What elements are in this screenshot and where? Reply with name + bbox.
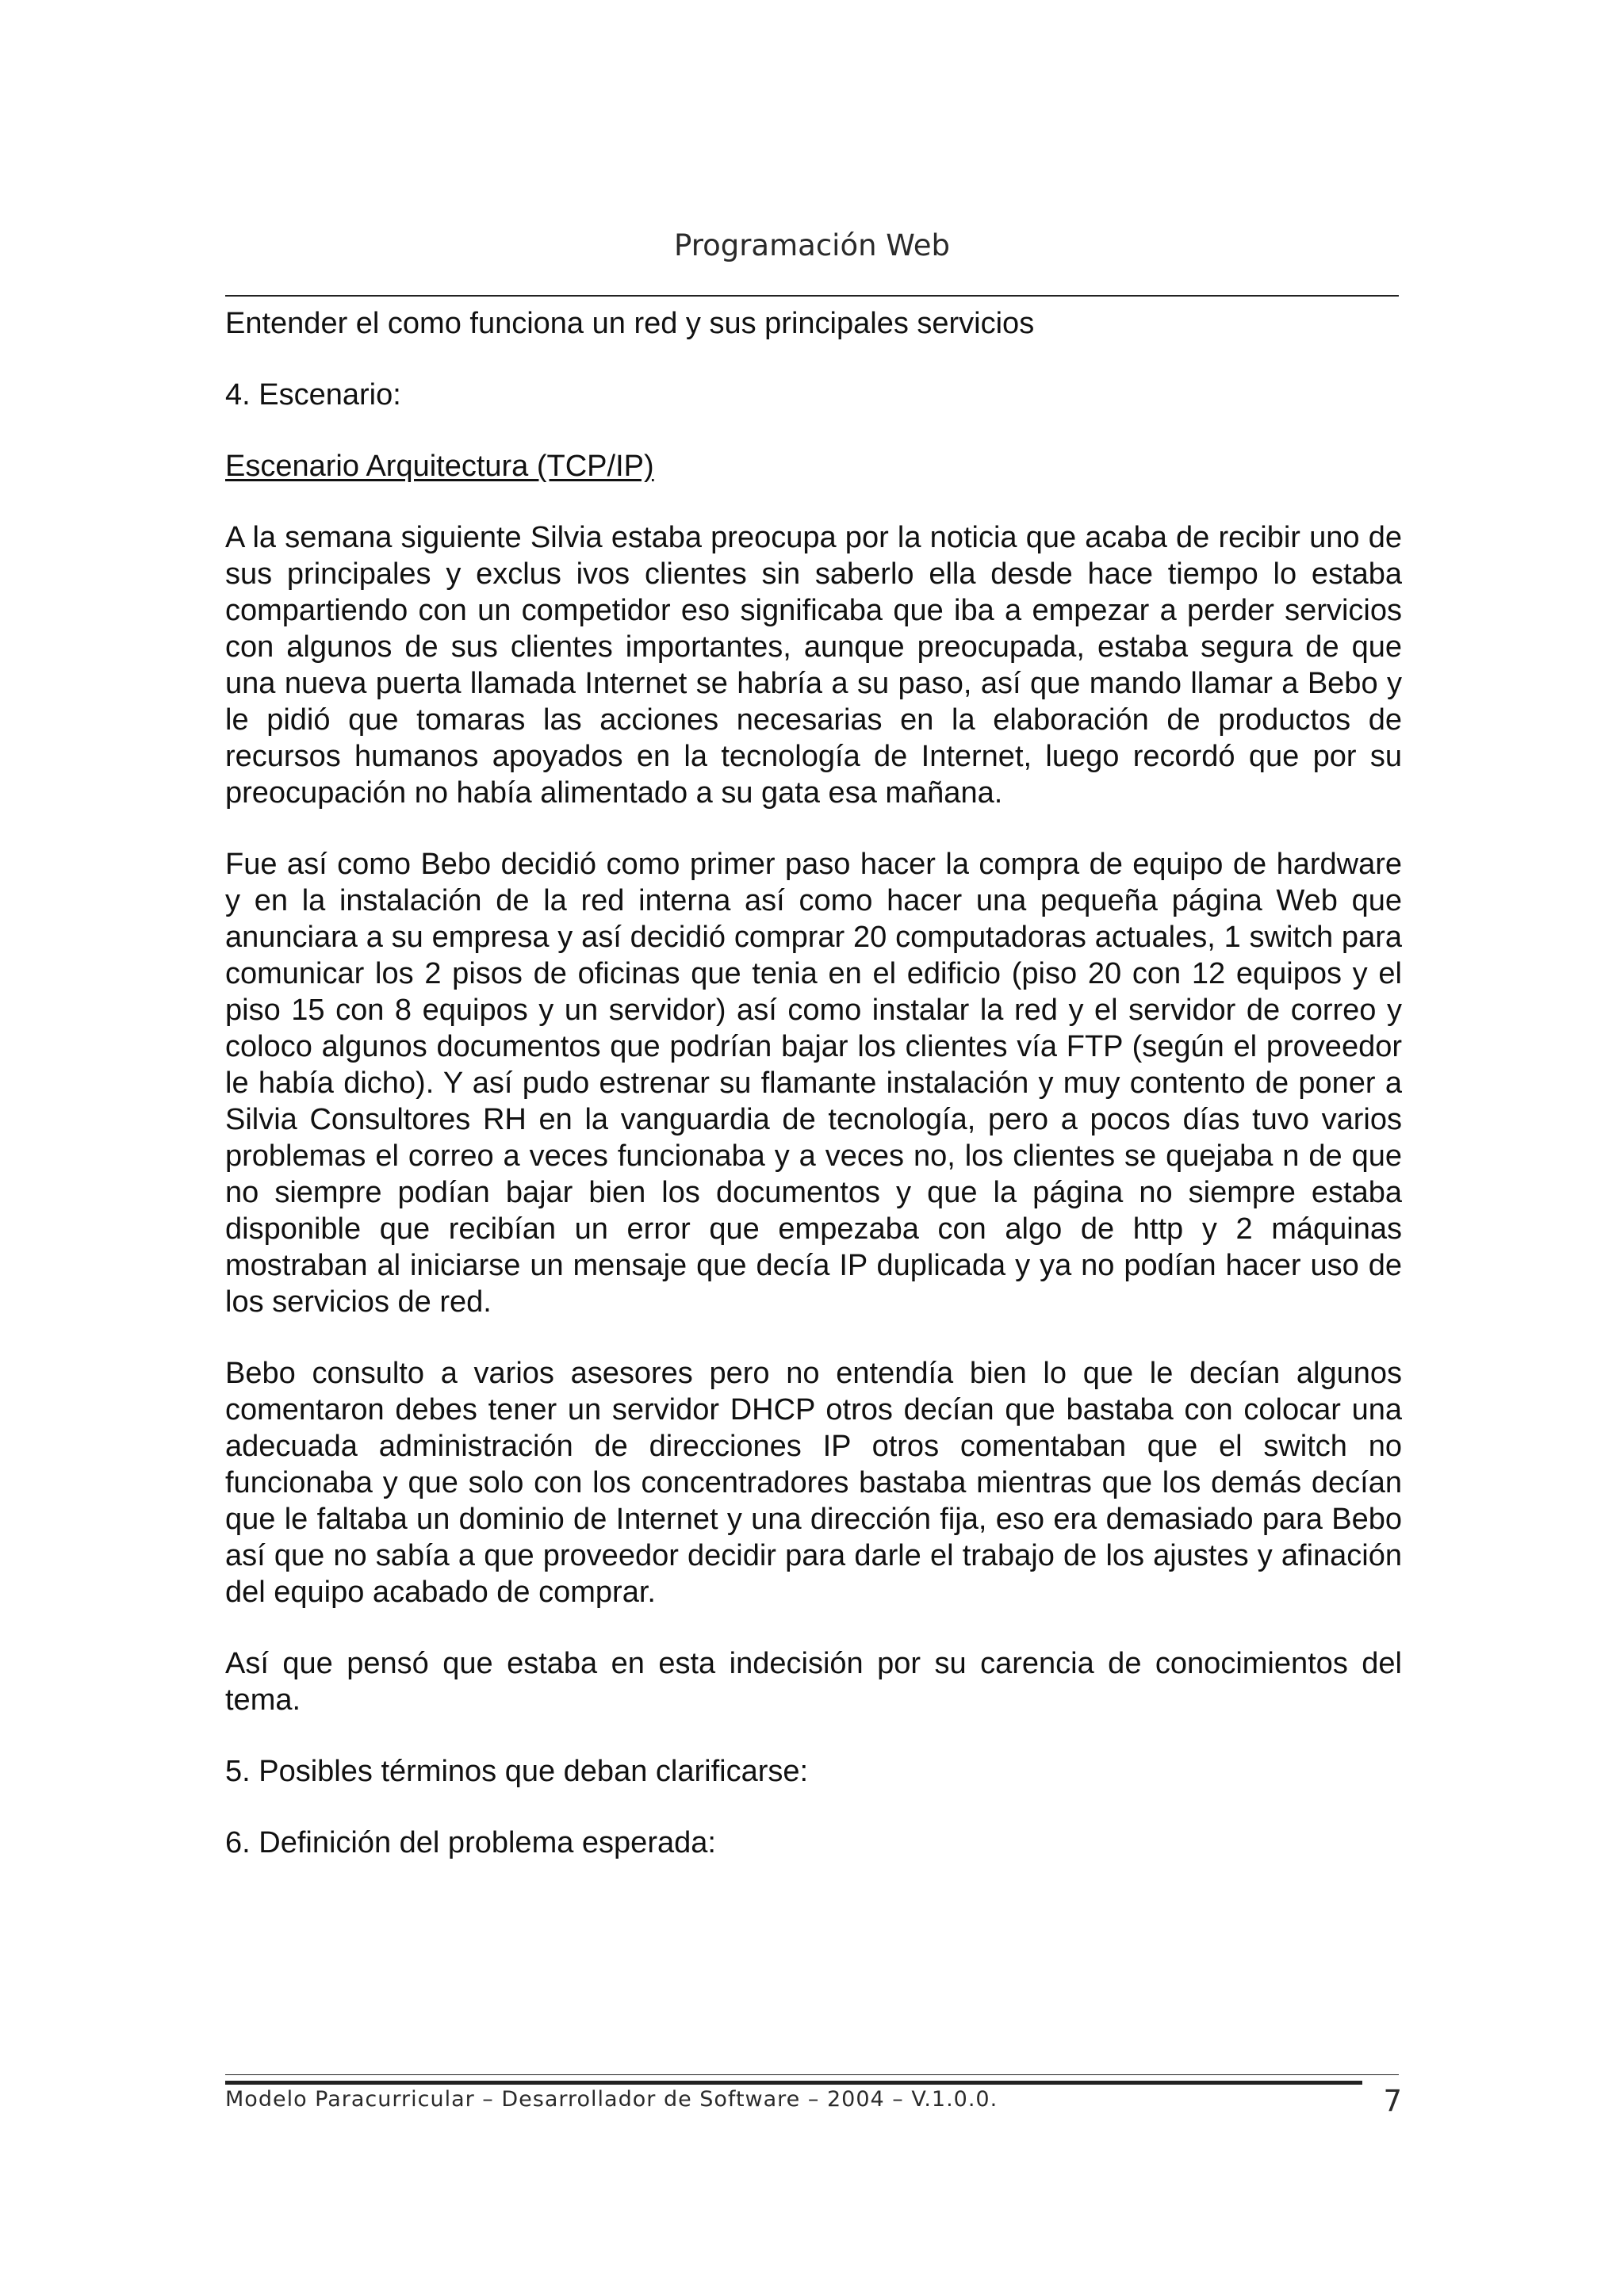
paragraph-1: A la semana siguiente Silvia estaba preocupa por la noticia que acaba de recibir uno de sus principales y exclus ivos clientes sin saberlo ella desde hace tiempo lo estaba compartiendo con un competidor eso significaba que iba a empezar a perder servicios con algunos de sus clientes importantes, aunque preocupada, estaba segura de que una nueva puerta llamada Internet se habría a su paso, así que mando llamar a Bebo y le pidió que tomaras las acciones necesarias en la elaboración de productos de recursos humanos apoyados en la tecnología de Internet, luego recordó que por su preocupación no había alimentado a su gata esa mañana.: [225, 521, 1402, 810]
footer-text: Modelo Paracurricular – Desarrollador de Software – 2004 – V.1.0.0.: [225, 2087, 998, 2112]
footer-divider-thin: [225, 2074, 1399, 2075]
paragraph-3: Bebo consulto a varios asesores pero no entendía bien lo que le decían algunos comentaron debes tener un servidor DHCP otros decían que bastaba con colocar una adecuada administración de direcciones IP otros comentaban que el switch no funcionaba y que solo con los concentradores bastaba mientras que los demás decían que le faltaba un dominio de Internet y una dirección fija, eso era demasiado para Bebo así que no sabía a que proveedor decidir para darle el trabajo de los ajustes y afinación del equipo acabado de comprar.: [225, 1357, 1402, 1609]
section-6-heading: 6. Definición del problema esperada:: [225, 1826, 716, 1859]
objective-text: Entender el como funciona un red y sus principales servicios: [225, 307, 1035, 340]
page-footer: [225, 2084, 1402, 2119]
paragraph-4: Así que pensó que estaba en esta indecisión por su carencia de conocimientos del tema.: [225, 1647, 1402, 1717]
scenario-heading: Escenario Arquitectura (TCP/IP): [225, 450, 654, 483]
paragraph-2: Fue así como Bebo decidió como primer paso hacer la compra de equipo de hardware y en la instalación de la red interna así como hacer una pequeña página Web que anunciara a su empresa y así decidió comprar 20 computadoras actuales, 1 switch para comunicar los 2 pisos de oficinas que tenia en el edificio (piso 20 con 12 equipos y el piso 15 con 8 equipos y un servidor) así como instalar la red y el servidor de correo y coloco algunos documentos que podrían bajar los clientes vía FTP (según el proveedor le había dicho). Y así pudo estrenar su flamante instalación y muy contento de poner a Silvia Consultores RH en la vanguardia de tecnología, pero a pocos días tuvo varios problemas el correo a veces funcionaba y a veces no, los clientes se quejaba n de que no siempre podían bajar bien los documentos y que la página no siempre estaba disponible que recibían un error que empezaba con algo de http y 2 máquinas mostraban al iniciarse un mensaje que decía IP duplicada y ya no podían hacer uso de los servicios de red.: [225, 848, 1402, 1319]
document-body: [225, 297, 1402, 1861]
page-number: 7: [1383, 2084, 1402, 2118]
header-divider: [225, 295, 1399, 297]
section-5-heading: 5. Posibles términos que deban clarificarse:: [225, 1755, 809, 1788]
section-4-heading: 4. Escenario:: [225, 378, 401, 412]
page-header-title: Programación Web: [674, 228, 950, 262]
